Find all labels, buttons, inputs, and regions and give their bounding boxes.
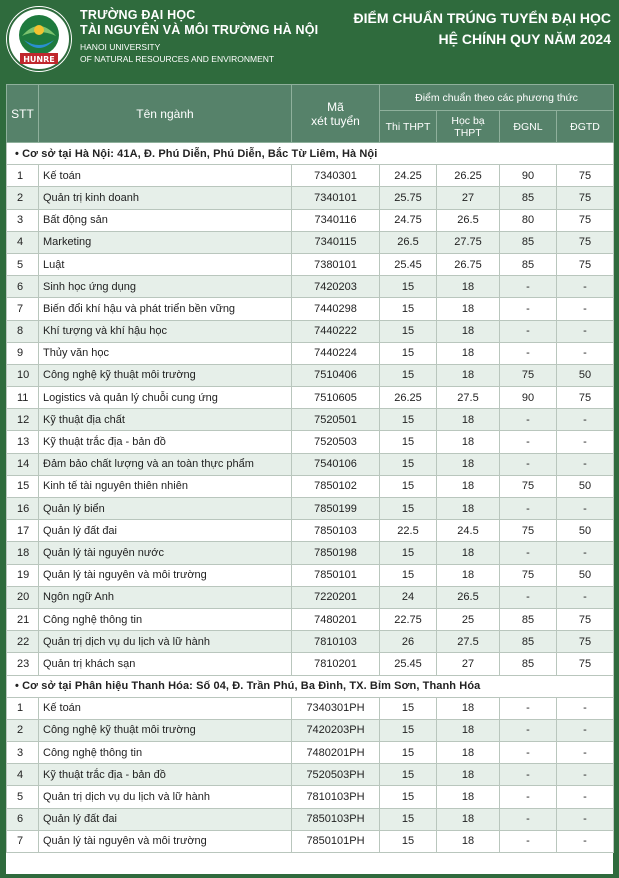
cell-program-name: Quản lý đất đai — [39, 520, 292, 542]
cell-dgtd: - — [557, 298, 614, 320]
cell-program-name: Logistics và quản lý chuỗi cung ứng — [39, 387, 292, 409]
cell-dgnl: 90 — [500, 165, 557, 187]
cell-program-code: 7340115 — [292, 231, 380, 253]
cell-program-code: 7340301 — [292, 165, 380, 187]
cell-hocba: 18 — [437, 320, 500, 342]
cell-dgnl: - — [500, 298, 557, 320]
cell-hocba: 27.5 — [437, 387, 500, 409]
cell-stt: 18 — [7, 542, 39, 564]
cell-program-name: Quản lý tài nguyên và môi trường — [39, 830, 292, 852]
cell-hocba: 18 — [437, 542, 500, 564]
cell-stt: 2 — [7, 187, 39, 209]
cell-thpt: 15 — [380, 431, 437, 453]
cell-stt: 2 — [7, 719, 39, 741]
cell-hocba: 18 — [437, 830, 500, 852]
cell-program-name: Kỹ thuật trắc địa - bản đồ — [39, 764, 292, 786]
cell-program-name: Công nghệ thông tin — [39, 608, 292, 630]
university-name-en-line1: HANOI UNIVERSITY — [80, 42, 161, 52]
cell-thpt: 15 — [380, 719, 437, 741]
cell-dgtd: 75 — [557, 653, 614, 675]
cell-dgtd: 75 — [557, 387, 614, 409]
cell-stt: 15 — [7, 475, 39, 497]
section-title: • Cơ sở tại Hà Nội: 41A, Đ. Phú Diễn, Phú Diễn, Bắc Từ Liêm, Hà Nội — [7, 143, 614, 165]
cell-program-code: 7850102 — [292, 475, 380, 497]
header-hocba-line1: Học bạ — [451, 114, 485, 127]
header-thpt: Thi THPT — [380, 111, 437, 143]
table-row — [7, 187, 614, 209]
cell-stt: 1 — [7, 697, 39, 719]
cell-program-code: 7220201 — [292, 586, 380, 608]
cell-thpt: 15 — [380, 542, 437, 564]
cell-thpt: 24 — [380, 586, 437, 608]
table-row — [7, 520, 614, 542]
cell-dgtd: - — [557, 830, 614, 852]
cell-hocba: 18 — [437, 431, 500, 453]
cell-program-name: Thủy văn học — [39, 342, 292, 364]
cell-dgnl: - — [500, 453, 557, 475]
cell-program-code: 7420203PH — [292, 719, 380, 741]
cell-thpt: 15 — [380, 564, 437, 586]
cell-dgtd: - — [557, 342, 614, 364]
cell-hocba: 18 — [437, 342, 500, 364]
cell-program-code: 7850103 — [292, 520, 380, 542]
cell-hocba: 18 — [437, 453, 500, 475]
table-row — [7, 608, 614, 630]
table-row — [7, 387, 614, 409]
page-header — [0, 0, 619, 78]
cell-thpt: 15 — [380, 475, 437, 497]
page-title-line2: HỆ CHÍNH QUY NĂM 2024 — [438, 31, 611, 47]
cell-thpt: 25.75 — [380, 187, 437, 209]
header-dgnl: ĐGNL — [500, 111, 557, 143]
cell-thpt: 25.45 — [380, 253, 437, 275]
cell-program-name: Quản trị khách sạn — [39, 653, 292, 675]
header-program-code — [292, 85, 380, 143]
cell-program-name: Kỹ thuật trắc địa - bản đồ — [39, 431, 292, 453]
cell-dgnl: - — [500, 342, 557, 364]
header-dgtd: ĐGTD — [557, 111, 614, 143]
cell-thpt: 26.5 — [380, 231, 437, 253]
cell-dgtd: - — [557, 453, 614, 475]
cell-thpt: 15 — [380, 276, 437, 298]
cell-stt: 22 — [7, 631, 39, 653]
cell-dgnl: - — [500, 276, 557, 298]
cell-dgnl: - — [500, 742, 557, 764]
cell-program-code: 7850199 — [292, 498, 380, 520]
table-row — [7, 431, 614, 453]
cell-dgnl: - — [500, 830, 557, 852]
cell-dgnl: - — [500, 808, 557, 830]
cell-thpt: 26 — [380, 631, 437, 653]
cell-hocba: 27 — [437, 187, 500, 209]
header-program-name: Tên ngành — [39, 85, 292, 143]
cell-dgnl: 80 — [500, 209, 557, 231]
cell-program-name: Công nghệ thông tin — [39, 742, 292, 764]
admission-score-table-container — [6, 84, 613, 874]
cell-dgtd: - — [557, 542, 614, 564]
cell-program-code: 7810201 — [292, 653, 380, 675]
cell-dgnl: - — [500, 586, 557, 608]
cell-thpt: 26.25 — [380, 387, 437, 409]
cell-dgtd: - — [557, 498, 614, 520]
cell-program-name: Quản trị kinh doanh — [39, 187, 292, 209]
cell-dgnl: 75 — [500, 364, 557, 386]
cell-dgnl: 85 — [500, 653, 557, 675]
cell-program-code: 7440222 — [292, 320, 380, 342]
cell-dgnl: 85 — [500, 253, 557, 275]
cell-program-code: 7810103PH — [292, 786, 380, 808]
cell-program-code: 7480201 — [292, 608, 380, 630]
cell-thpt: 15 — [380, 697, 437, 719]
cell-program-name: Kỹ thuật địa chất — [39, 409, 292, 431]
cell-stt: 11 — [7, 387, 39, 409]
cell-hocba: 26.5 — [437, 586, 500, 608]
table-row — [7, 409, 614, 431]
table-row — [7, 298, 614, 320]
cell-program-code: 7340101 — [292, 187, 380, 209]
table-row — [7, 764, 614, 786]
cell-dgnl: 85 — [500, 608, 557, 630]
table-row — [7, 564, 614, 586]
cell-hocba: 18 — [437, 564, 500, 586]
cell-program-code: 7810103 — [292, 631, 380, 653]
cell-dgtd: 75 — [557, 165, 614, 187]
cell-program-name: Quản lý tài nguyên và môi trường — [39, 564, 292, 586]
cell-hocba: 27.75 — [437, 231, 500, 253]
cell-dgtd: 50 — [557, 364, 614, 386]
cell-hocba: 18 — [437, 742, 500, 764]
cell-stt: 8 — [7, 320, 39, 342]
page-title-line1: ĐIỂM CHUẨN TRÚNG TUYỂN ĐẠI HỌC — [353, 10, 611, 26]
cell-dgtd: - — [557, 320, 614, 342]
cell-dgtd: - — [557, 808, 614, 830]
cell-dgtd: 75 — [557, 231, 614, 253]
cell-program-code: 7340116 — [292, 209, 380, 231]
header-code-line1: Mã — [327, 99, 344, 114]
table-row — [7, 719, 614, 741]
cell-hocba: 18 — [437, 475, 500, 497]
cell-stt: 12 — [7, 409, 39, 431]
cell-dgnl: - — [500, 719, 557, 741]
cell-thpt: 15 — [380, 786, 437, 808]
cell-program-code: 7420203 — [292, 276, 380, 298]
header-hocba — [437, 111, 500, 143]
cell-dgnl: - — [500, 786, 557, 808]
cell-stt: 6 — [7, 276, 39, 298]
cell-stt: 19 — [7, 564, 39, 586]
cell-dgtd: - — [557, 586, 614, 608]
table-row — [7, 253, 614, 275]
cell-dgtd: - — [557, 431, 614, 453]
cell-thpt: 15 — [380, 409, 437, 431]
cell-dgtd: 75 — [557, 631, 614, 653]
cell-hocba: 27.5 — [437, 631, 500, 653]
cell-thpt: 15 — [380, 808, 437, 830]
table-row — [7, 498, 614, 520]
table-row — [7, 697, 614, 719]
cell-program-code: 7440298 — [292, 298, 380, 320]
cell-program-code: 7850198 — [292, 542, 380, 564]
cell-program-name: Quản trị dịch vụ du lịch và lữ hành — [39, 786, 292, 808]
cell-stt: 16 — [7, 498, 39, 520]
cell-hocba: 18 — [437, 697, 500, 719]
university-logo — [6, 6, 72, 72]
cell-stt: 4 — [7, 231, 39, 253]
cell-program-name: Marketing — [39, 231, 292, 253]
cell-thpt: 15 — [380, 298, 437, 320]
cell-dgtd: - — [557, 697, 614, 719]
cell-dgnl: - — [500, 320, 557, 342]
table-row — [7, 453, 614, 475]
cell-dgnl: - — [500, 498, 557, 520]
cell-stt: 14 — [7, 453, 39, 475]
cell-dgnl: 75 — [500, 520, 557, 542]
cell-stt: 7 — [7, 298, 39, 320]
cell-thpt: 22.5 — [380, 520, 437, 542]
cell-program-code: 7510605 — [292, 387, 380, 409]
cell-dgtd: - — [557, 764, 614, 786]
cell-program-code: 7510406 — [292, 364, 380, 386]
cell-dgtd: 75 — [557, 608, 614, 630]
section-title: • Cơ sở tại Phân hiệu Thanh Hóa: Số 04, Đ. Trần Phú, Ba Đình, TX. Bỉm Sơn, Thanh Hóa — [7, 675, 614, 697]
cell-dgnl: - — [500, 409, 557, 431]
section-header-row — [7, 675, 614, 697]
cell-dgtd: 50 — [557, 520, 614, 542]
cell-stt: 17 — [7, 520, 39, 542]
table-row — [7, 653, 614, 675]
cell-stt: 4 — [7, 764, 39, 786]
cell-thpt: 15 — [380, 498, 437, 520]
cell-hocba: 18 — [437, 364, 500, 386]
cell-thpt: 15 — [380, 764, 437, 786]
table-row — [7, 209, 614, 231]
header-stt: STT — [7, 85, 39, 143]
table-row — [7, 165, 614, 187]
cell-dgtd: 75 — [557, 253, 614, 275]
table-row — [7, 475, 614, 497]
cell-dgtd: - — [557, 742, 614, 764]
cell-stt: 5 — [7, 253, 39, 275]
cell-dgnl: 85 — [500, 631, 557, 653]
cell-program-name: Kế toán — [39, 165, 292, 187]
cell-dgnl: - — [500, 764, 557, 786]
cell-dgnl: 85 — [500, 187, 557, 209]
header-code-line2: xét tuyển — [311, 113, 360, 128]
cell-hocba: 18 — [437, 498, 500, 520]
cell-dgtd: - — [557, 719, 614, 741]
table-row — [7, 542, 614, 564]
cell-thpt: 25.45 — [380, 653, 437, 675]
logo-emblem-icon — [6, 6, 72, 72]
cell-hocba: 18 — [437, 298, 500, 320]
cell-program-name: Sinh học ứng dụng — [39, 276, 292, 298]
cell-stt: 6 — [7, 808, 39, 830]
cell-program-name: Công nghệ kỹ thuật môi trường — [39, 364, 292, 386]
cell-thpt: 15 — [380, 742, 437, 764]
cell-thpt: 15 — [380, 320, 437, 342]
cell-dgnl: 75 — [500, 475, 557, 497]
cell-program-name: Bất động sản — [39, 209, 292, 231]
cell-dgtd: - — [557, 786, 614, 808]
cell-hocba: 26.75 — [437, 253, 500, 275]
table-row — [7, 276, 614, 298]
table-row — [7, 586, 614, 608]
table-row — [7, 364, 614, 386]
cell-dgnl: - — [500, 697, 557, 719]
cell-thpt: 15 — [380, 830, 437, 852]
cell-program-code: 7340301PH — [292, 697, 380, 719]
cell-program-name: Đảm bảo chất lượng và an toàn thực phẩm — [39, 453, 292, 475]
cell-program-code: 7850101 — [292, 564, 380, 586]
cell-program-name: Công nghệ kỹ thuật môi trường — [39, 719, 292, 741]
cell-dgnl: 75 — [500, 564, 557, 586]
cell-program-code: 7520503PH — [292, 764, 380, 786]
cell-thpt: 24.75 — [380, 209, 437, 231]
cell-dgnl: - — [500, 542, 557, 564]
section-header-row — [7, 143, 614, 165]
table-row — [7, 808, 614, 830]
logo-text: HUNRE — [23, 55, 55, 64]
cell-program-code: 7520503 — [292, 431, 380, 453]
cell-dgtd: 50 — [557, 475, 614, 497]
cell-dgnl: 85 — [500, 231, 557, 253]
cell-program-code: 7520501 — [292, 409, 380, 431]
cell-hocba: 26.25 — [437, 165, 500, 187]
cell-program-code: 7850101PH — [292, 830, 380, 852]
cell-stt: 23 — [7, 653, 39, 675]
cell-program-code: 7380101 — [292, 253, 380, 275]
cell-hocba: 25 — [437, 608, 500, 630]
cell-hocba: 18 — [437, 719, 500, 741]
cell-hocba: 18 — [437, 786, 500, 808]
cell-hocba: 18 — [437, 764, 500, 786]
cell-dgtd: 75 — [557, 187, 614, 209]
cell-dgtd: 75 — [557, 209, 614, 231]
cell-program-code: 7850103PH — [292, 808, 380, 830]
cell-thpt: 22.75 — [380, 608, 437, 630]
cell-hocba: 18 — [437, 409, 500, 431]
table-row — [7, 830, 614, 852]
cell-program-name: Kinh tế tài nguyên thiên nhiên — [39, 475, 292, 497]
cell-hocba: 24.5 — [437, 520, 500, 542]
cell-program-name: Quản lý đất đai — [39, 808, 292, 830]
cell-stt: 21 — [7, 608, 39, 630]
table-row — [7, 742, 614, 764]
header-hocba-line2: THPT — [454, 126, 482, 139]
cell-program-name: Ngôn ngữ Anh — [39, 586, 292, 608]
cell-dgtd: - — [557, 276, 614, 298]
cell-stt: 5 — [7, 786, 39, 808]
cell-stt: 9 — [7, 342, 39, 364]
cell-thpt: 15 — [380, 364, 437, 386]
cell-dgnl: 90 — [500, 387, 557, 409]
cell-thpt: 15 — [380, 342, 437, 364]
header-method-group: Điểm chuẩn theo các phương thức — [380, 85, 614, 111]
cell-stt: 3 — [7, 209, 39, 231]
university-name-vn-line2: TÀI NGUYÊN VÀ MÔI TRƯỜNG HÀ NỘI — [80, 23, 319, 37]
cell-program-name: Quản lý tài nguyên nước — [39, 542, 292, 564]
table-row — [7, 342, 614, 364]
cell-dgtd: - — [557, 409, 614, 431]
cell-program-name: Biến đổi khí hậu và phát triển bền vững — [39, 298, 292, 320]
table-body — [7, 143, 614, 853]
cell-thpt: 24.25 — [380, 165, 437, 187]
cell-hocba: 18 — [437, 808, 500, 830]
cell-program-name: Khí tượng và khí hậu học — [39, 320, 292, 342]
cell-program-name: Kế toán — [39, 697, 292, 719]
cell-program-code: 7480201PH — [292, 742, 380, 764]
cell-stt: 3 — [7, 742, 39, 764]
cell-stt: 20 — [7, 586, 39, 608]
university-name-vn-line1: TRƯỜNG ĐẠI HỌC — [80, 8, 196, 22]
table-row — [7, 786, 614, 808]
cell-thpt: 15 — [380, 453, 437, 475]
cell-program-code: 7440224 — [292, 342, 380, 364]
cell-program-code: 7540106 — [292, 453, 380, 475]
cell-program-name: Quản lý biển — [39, 498, 292, 520]
admission-score-table — [6, 84, 614, 853]
cell-stt: 10 — [7, 364, 39, 386]
cell-stt: 13 — [7, 431, 39, 453]
cell-dgtd: 50 — [557, 564, 614, 586]
cell-hocba: 27 — [437, 653, 500, 675]
cell-program-name: Quản trị dịch vụ du lịch và lữ hành — [39, 631, 292, 653]
cell-program-name: Luật — [39, 253, 292, 275]
cell-stt: 1 — [7, 165, 39, 187]
table-row — [7, 231, 614, 253]
university-name-en-line2: OF NATURAL RESOURCES AND ENVIRONMENT — [80, 54, 275, 64]
cell-hocba: 26.5 — [437, 209, 500, 231]
cell-dgnl: - — [500, 431, 557, 453]
table-row — [7, 320, 614, 342]
table-row — [7, 631, 614, 653]
cell-stt: 7 — [7, 830, 39, 852]
cell-hocba: 18 — [437, 276, 500, 298]
